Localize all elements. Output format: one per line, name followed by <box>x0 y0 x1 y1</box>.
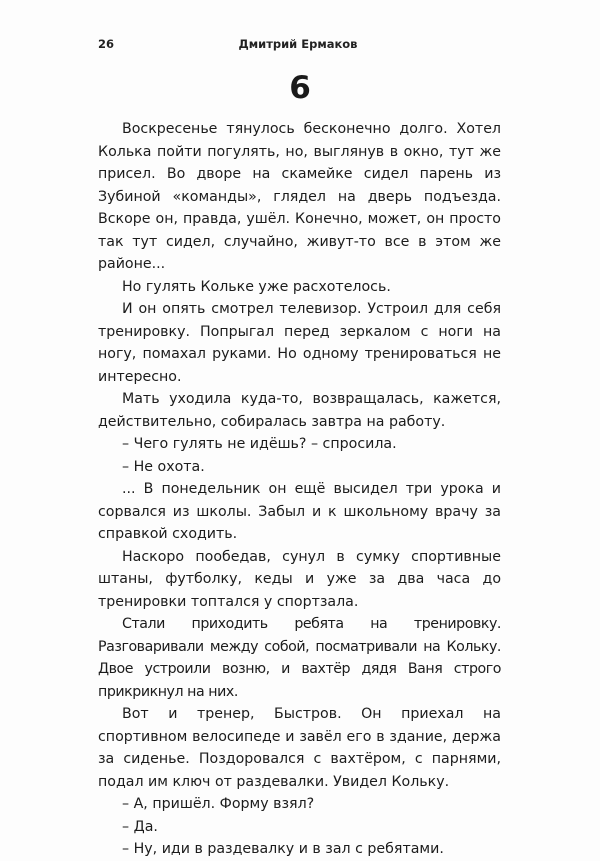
paragraph: – Да. <box>122 818 158 835</box>
paragraph: Воскресенье тянулось бесконечно долго. Хотел Колька пойти погулять, но, выглянув в окно, тут же присел. Во дворе на скамейке сидел парень из Зубиной «команды», глядел на дверь подъезда. Вскоре он, правда, ушёл. Конечно, может, он просто так тут сидел, случайно, живут-то все в этом же районе... <box>98 121 501 272</box>
body-text <box>98 118 501 861</box>
paragraph: – Ну, иди в раздевалку и в зал с ребятами. <box>122 841 444 857</box>
paragraph: – Не охота. <box>122 458 205 475</box>
running-head <box>98 37 498 53</box>
paragraph: ... В понедельник он ещё высидел три урока и сорвался из школы. Забыл и к школьному врачу за справкой сходить. <box>98 481 501 542</box>
paragraph: Наскоро пообедав, сунул в сумку спортивные штаны, футболку, кеды и уже за два часа до тренировки топтался у спортзала. <box>98 548 501 610</box>
paragraph: Мать уходила куда-то, возвращалась, кажется, действительно, собиралась завтра на работу. <box>98 391 501 430</box>
paragraph: – Чего гулять не идёшь? – спросила. <box>122 436 397 452</box>
paragraph: Но гулять Кольке уже расхотелось. <box>122 278 391 295</box>
book-author: Дмитрий Ермаков <box>238 37 358 51</box>
paragraph: Вот и тренер, Быстров. Он приехал на спортивном велосипеде и завёл его в здание, держа за сиденье. Поздоровался с вахтёром, с парнями, подал им ключ от раздевалки. Увидел Кольку. <box>98 706 501 790</box>
paragraph: Стали приходить ребята на тренировку. Разговаривали между собой, посматривали на Кольку. Двое устроили возню, и вахтёр дядя Ваня строго прикрикнул на них. <box>98 616 501 700</box>
paragraph: И он опять смотрел телевизор. Устроил для себя тренировку. Попрыгал перед зеркалом с ноги на ногу, помахал руками. Но одному тренироваться не интересно. <box>98 301 501 385</box>
chapter-number: 6 <box>289 70 311 106</box>
page-number: 26 <box>98 37 115 51</box>
paragraph: – А, пришёл. Форму взял? <box>122 796 315 812</box>
